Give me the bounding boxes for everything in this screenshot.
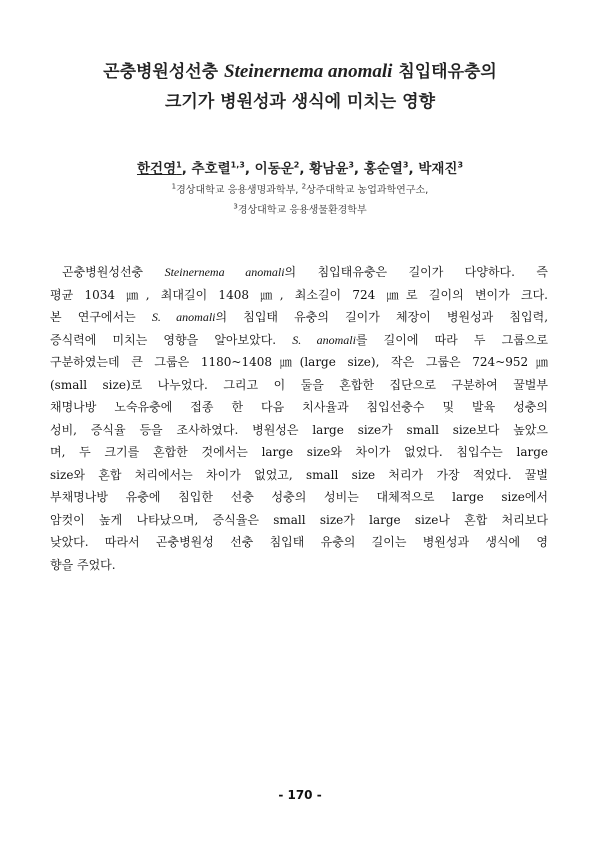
paper-title xyxy=(40,57,560,117)
affiliation-line-2: $^3$경상대학교 응용생물환경학부 xyxy=(233,202,367,216)
author: 이동운$^2$ xyxy=(254,160,300,177)
author: 박재진$^3$ xyxy=(418,160,464,177)
abstract-body xyxy=(50,261,548,576)
affiliation-line-1: $^1$경상대학교 응용생명과학부, $^2$상주대학교 농업과학연구소, xyxy=(171,182,429,196)
author: 홍순열$^3$ xyxy=(363,160,409,177)
abstract-line: (small size)로 나누었다. 그리고 이 둘을 혼합한 집단으로 구분하여 꿀벌부 xyxy=(50,377,548,392)
abstract-line: 채명나방 노숙유충에 접종 한 다음 치사율과 침입선충수 및 발육 성충의 xyxy=(50,400,548,414)
title-line-2: 크기가 병원성과 생식에 미치는 영향 xyxy=(164,92,435,112)
species-name: Steinernema anomali xyxy=(224,61,393,82)
abstract-line: 평균 1034 ㎛, 최대길이 1408 ㎛, 최소길이 724 ㎛로 길이의 변이가 크다. xyxy=(50,287,548,302)
title-line-1: 곤충병원성선충 Steinernema anomali 침입태유충의 xyxy=(103,61,497,82)
abstract-line: 낮았다. 따라서 곤충병원성 선충 침입태 유충의 길이는 병원성과 생식에 영 xyxy=(50,535,548,549)
page-number: - 170 - xyxy=(278,788,322,802)
abstract-line: 부채명나방 유충에 침입한 선충 성충의 성비는 대체적으로 large size에서 xyxy=(50,490,548,504)
abstract-line: 곤충병원성선충 Steinernema anomali의 침입태유충은 길이가 다양하다. 즉 xyxy=(62,265,548,279)
abstract-line: 본 연구에서는 S. anomali의 침입태 유충의 길이가 체장이 병원성과 침입력, xyxy=(50,310,549,324)
abstract-line: 구분하였는데 큰 그룹은 1180~1408㎛(large size), 작은 그룹은 724~952㎛ xyxy=(50,355,548,369)
author: 황남윤$^3$ xyxy=(309,160,354,177)
author-list: 한건영$^1$, 추호렬$^{1,3}$, 이동운$^2$, 황남윤$^3$, 홍순열$^3$, 박재진$^3$ xyxy=(136,160,464,177)
abstract-line: size와 혼합 처리에서는 차이가 없었고, small size 처리가 가장 적었다. 꿀벌 xyxy=(50,467,548,482)
abstract-line: 암컷이 높게 나타났으며, 증식율은 small size가 large size나 혼합 처리보다 xyxy=(50,512,548,527)
author: 한건영$^1$ xyxy=(136,160,182,177)
abstract-line: 증식력에 미치는 영향을 알아보았다. S. anomali를 길이에 따라 두 그룹으로 xyxy=(50,332,548,347)
abstract-line: 성비, 증식율 등을 조사하였다. 병원성은 large size가 small size보다 높았으 xyxy=(50,422,548,437)
author: 추호렬$^{1,3}$ xyxy=(191,160,245,177)
abstract-line: 며, 두 크기를 혼합한 것에서는 large size와 차이가 없었다. 침입수는 large xyxy=(50,445,548,459)
abstract-line: 향을 주었다. xyxy=(50,557,116,572)
